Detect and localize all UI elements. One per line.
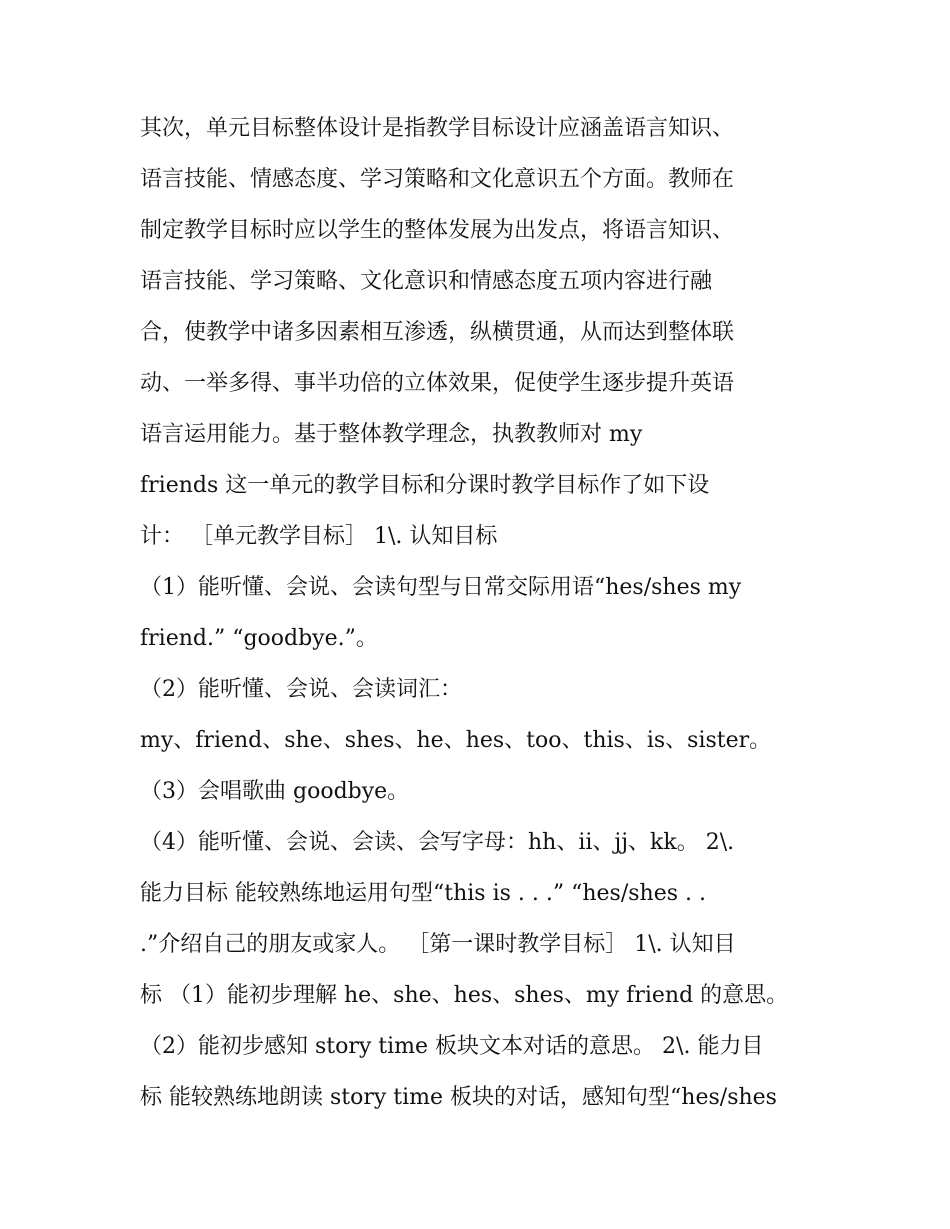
body-text	[140, 103, 830, 1123]
text-line: 动、一举多得、事半功倍的立体效果，促使学生逐步提升英语	[140, 371, 735, 396]
text-line: 标 （1）能初步理解 he、she、hes、shes、my friend 的意思。	[140, 983, 789, 1008]
text-line: 其次，单元目标整体设计是指教学目标设计应涵盖语言知识、	[140, 116, 735, 141]
text-line: friend.” “goodbye.”。	[140, 626, 378, 651]
text-line: 标 能较熟练地朗读 story time 板块的对话，感知句型“hes/shes	[140, 1085, 777, 1110]
text-line: 语言技能、情感态度、学习策略和文化意识五个方面。教师在	[140, 167, 735, 192]
text-line: 语言运用能力。基于整体教学理念，执教教师对 my	[140, 422, 643, 447]
text-line: （3）会唱歌曲 goodbye。	[140, 779, 410, 804]
text-line: （4）能听懂、会说、会读、会写字母：hh、ii、jj、kk。 2\.	[140, 830, 735, 855]
text-line: .”介绍自己的朋友或家人。 ［第一课时教学目标］ 1\. 认知目	[140, 932, 736, 957]
text-line: 语言技能、学习策略、文化意识和情感态度五项内容进行融	[140, 269, 713, 294]
text-line: my、friend、she、shes、he、hes、too、this、is、sister。	[140, 728, 772, 753]
text-line: 合，使教学中诸多因素相互渗透，纵横贯通，从而达到整体联	[140, 320, 735, 345]
text-line: （1）能听懂、会说、会读句型与日常交际用语“hes/shes my	[140, 575, 742, 600]
text-line: （2）能听懂、会说、会读词汇：	[140, 677, 462, 702]
text-line: 计： ［单元教学目标］ 1\. 认知目标	[140, 524, 498, 549]
text-line: 能力目标 能较熟练地运用句型“this is . . .” “hes/shes . .	[140, 881, 706, 906]
text-line: 制定教学目标时应以学生的整体发展为出发点，将语言知识、	[140, 218, 735, 243]
text-line: friends 这一单元的教学目标和分课时教学目标作了如下设	[140, 473, 710, 498]
text-line: （2）能初步感知 story time 板块文本对话的意思。 2\. 能力目	[140, 1034, 764, 1059]
